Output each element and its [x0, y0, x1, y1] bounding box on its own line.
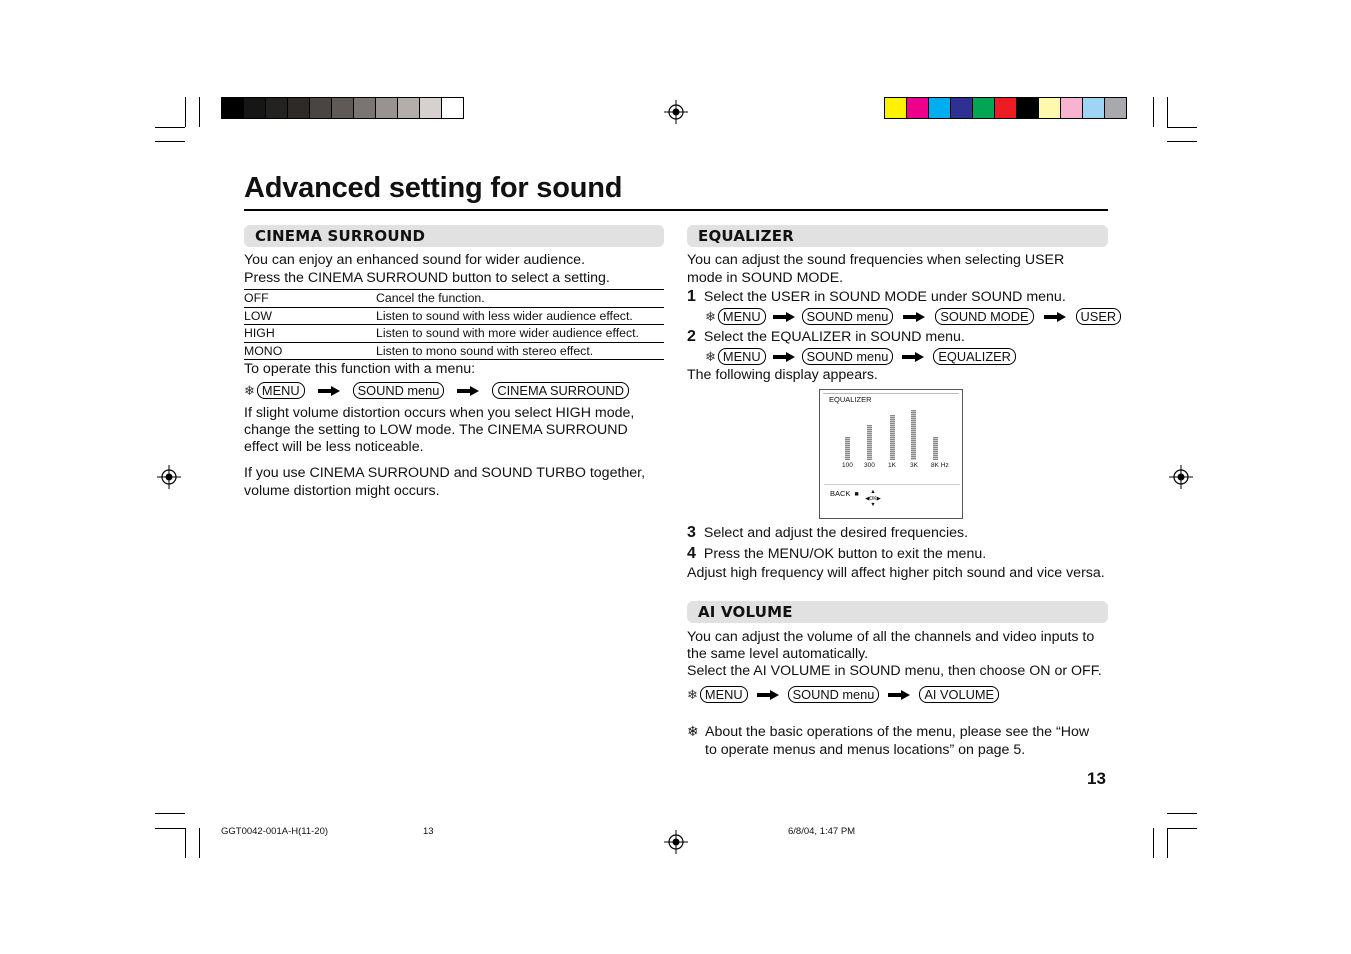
- equalizer-band-label: 3K: [910, 462, 918, 469]
- menu-path-sound-mode: SOUND MODE: [935, 308, 1033, 325]
- color-swatch: [951, 98, 973, 118]
- footer-page: 13: [423, 826, 434, 837]
- registration-mark-icon: [664, 100, 688, 124]
- equalizer-back-hint: [830, 489, 859, 498]
- equalizer-step1-path: [705, 308, 1121, 325]
- equalizer-band-label: 8K Hz: [931, 462, 949, 469]
- equalizer-band-label: 100: [842, 462, 853, 469]
- arrow-right-icon: [1044, 312, 1066, 322]
- step-text: Select the EQUALIZER in SOUND menu.: [703, 329, 965, 345]
- cinema-note2-line2: volume distortion might occurs.: [244, 483, 440, 499]
- menu-path-equalizer: EQUALIZER: [933, 348, 1016, 365]
- cinema-note1-line1: If slight volume distortion occurs when you select HIGH mode,: [244, 405, 635, 421]
- cinema-intro-line2: Press the CINEMA SURROUND button to select a setting.: [244, 270, 610, 286]
- step-number: 3: [687, 524, 696, 541]
- step-number: 2: [687, 328, 696, 345]
- color-swatch: [398, 98, 420, 118]
- dpad-middle-row: ◀OK▶: [865, 495, 881, 502]
- ai-volume-menu-path: [687, 686, 999, 703]
- footnote-line2: to operate menus and menus locations” on page 5.: [705, 742, 1026, 758]
- equalizer-step2-path: [705, 348, 1016, 365]
- equalizer-step3: [687, 524, 968, 542]
- footnote-star: [687, 723, 699, 741]
- color-swatch: [442, 98, 463, 118]
- arrow-right-icon: [903, 312, 925, 322]
- dpad-icon: [863, 489, 883, 509]
- footer-date: 6/8/04, 1:47 PM: [788, 826, 856, 837]
- title-rule: [244, 209, 1108, 211]
- arrow-right-icon: [757, 690, 779, 700]
- color-swatch: [376, 98, 398, 118]
- up-triangle-icon: ▲: [870, 489, 876, 495]
- cinema-surround-header: CINEMA SURROUND: [244, 225, 664, 247]
- step-text: Select the USER in SOUND MODE under SOUND menu.: [703, 289, 1066, 305]
- page-number: 13: [1087, 769, 1106, 788]
- menu-path-sound-menu: SOUND menu: [802, 348, 894, 365]
- equalizer-step1: [687, 288, 1066, 306]
- equalizer-band-bar: [867, 425, 872, 460]
- color-swatch: [310, 98, 332, 118]
- page-title: Advanced setting for sound: [244, 172, 623, 204]
- setting-name: LOW: [244, 308, 273, 323]
- menu-path-sound-menu: SOUND menu: [788, 686, 880, 703]
- equalizer-band-label: 1K: [888, 462, 896, 469]
- ai-volume-line3: Select the AI VOLUME in SOUND menu, then choose ON or OFF.: [687, 663, 1102, 679]
- setting-desc: Listen to sound with more wider audience effect.: [376, 326, 639, 340]
- color-swatch: [354, 98, 376, 118]
- color-swatch: [244, 98, 266, 118]
- equalizer-intro-line2: mode in SOUND MODE.: [687, 270, 844, 286]
- color-swatch: [420, 98, 442, 118]
- ai-volume-line1: You can adjust the volume of all the channels and video inputs to: [687, 629, 1095, 645]
- menu-path-ai-volume: AI VOLUME: [919, 686, 999, 703]
- table-row: [244, 343, 664, 361]
- color-swatch: [1083, 98, 1105, 118]
- ai-volume-header: AI VOLUME: [687, 601, 1108, 623]
- menu-path-cinema-surround: CINEMA SURROUND: [492, 382, 629, 399]
- equalizer-divider: [824, 484, 960, 485]
- color-swatch: [973, 98, 995, 118]
- color-swatch: [907, 98, 929, 118]
- arrow-right-icon: [902, 352, 924, 362]
- cinema-note1-line2: change the setting to LOW mode. The CINEMA SURROUND: [244, 422, 628, 438]
- color-swatch: [929, 98, 951, 118]
- cinema-operate-text: To operate this function with a menu:: [244, 361, 476, 377]
- snowflake-icon: ❄: [687, 686, 698, 702]
- footer-doc-code: GGT0042-001A-H(11-20): [221, 826, 329, 837]
- equalizer-outro: Adjust high frequency will affect higher pitch sound and vice versa.: [687, 565, 1105, 581]
- setting-name: MONO: [244, 343, 283, 358]
- table-row: [244, 290, 664, 308]
- menu-path-menu: MENU: [718, 348, 766, 365]
- arrow-right-icon: [318, 386, 340, 396]
- color-swatch: [1105, 98, 1126, 118]
- equalizer-band-bar: [890, 415, 895, 460]
- arrow-right-icon: [773, 312, 795, 322]
- table-row: [244, 325, 664, 343]
- menu-path-user: USER: [1076, 308, 1122, 325]
- footnote-line1: About the basic operations of the menu, please see the “How: [705, 724, 1090, 740]
- equalizer-band-bar: [933, 437, 938, 460]
- process-color-bar: [884, 97, 1127, 119]
- color-swatch: [995, 98, 1017, 118]
- snowflake-icon: ❄: [705, 348, 716, 364]
- equalizer-display: [819, 389, 963, 519]
- cinema-note2-line1: If you use CINEMA SURROUND and SOUND TURBO together,: [244, 465, 646, 481]
- setting-desc: Listen to sound with less wider audience effect.: [376, 308, 633, 323]
- menu-path-sound-menu: SOUND menu: [802, 308, 894, 325]
- step-text: Select and adjust the desired frequencies.: [703, 525, 969, 541]
- ai-volume-line2: the same level automatically.: [687, 646, 869, 662]
- equalizer-band-bar: [845, 437, 850, 460]
- snowflake-icon: ❄: [705, 308, 716, 324]
- arrow-right-icon: [457, 386, 479, 396]
- color-swatch: [266, 98, 288, 118]
- menu-path-menu: MENU: [257, 382, 305, 399]
- setting-desc: Listen to mono sound with stereo effect.: [376, 343, 594, 358]
- snowflake-icon: ❄: [244, 382, 255, 398]
- stop-square-icon: ■: [854, 491, 859, 498]
- equalizer-band-bar: [911, 410, 916, 460]
- cinema-intro-line1: You can enjoy an enhanced sound for wider audience.: [244, 252, 586, 268]
- equalizer-step4: [687, 545, 986, 563]
- equalizer-step2: [687, 328, 965, 346]
- color-swatch: [1017, 98, 1039, 118]
- registration-mark-icon: [664, 830, 688, 854]
- snowflake-icon: ❄: [687, 724, 699, 740]
- step-number: 4: [687, 545, 696, 562]
- step-text: Press the MENU/OK button to exit the menu.: [703, 546, 987, 562]
- equalizer-intro-line1: You can adjust the sound frequencies when selecting USER: [687, 252, 1065, 268]
- color-swatch: [332, 98, 354, 118]
- cinema-settings-table: [244, 289, 664, 360]
- color-swatch: [288, 98, 310, 118]
- menu-path-sound-menu: SOUND menu: [353, 382, 445, 399]
- arrow-right-icon: [888, 690, 910, 700]
- equalizer-band-label: 300: [864, 462, 875, 469]
- back-label: BACK: [830, 489, 851, 498]
- table-row: [244, 308, 664, 326]
- equalizer-display-title: EQUALIZER: [829, 395, 872, 404]
- dpad-ok-label: OK: [869, 495, 877, 502]
- cinema-menu-path: [244, 382, 629, 399]
- menu-path-menu: MENU: [700, 686, 748, 703]
- equalizer-display-note: The following display appears.: [687, 367, 878, 383]
- setting-name: OFF: [244, 291, 269, 305]
- setting-name: HIGH: [244, 326, 275, 340]
- color-swatch: [222, 98, 244, 118]
- equalizer-header: EQUALIZER: [687, 225, 1108, 247]
- step-number: 1: [687, 288, 696, 305]
- registration-mark-icon: [157, 465, 181, 489]
- registration-mark-icon: [1169, 465, 1193, 489]
- grayscale-color-bar: [221, 97, 464, 119]
- setting-desc: Cancel the function.: [376, 291, 485, 305]
- arrow-right-icon: [773, 352, 795, 362]
- color-swatch: [1061, 98, 1083, 118]
- cinema-note1-line3: effect will be less noticeable.: [244, 439, 424, 455]
- down-triangle-icon: ▼: [870, 502, 876, 508]
- color-swatch: [1039, 98, 1061, 118]
- color-swatch: [885, 98, 907, 118]
- menu-path-menu: MENU: [718, 308, 766, 325]
